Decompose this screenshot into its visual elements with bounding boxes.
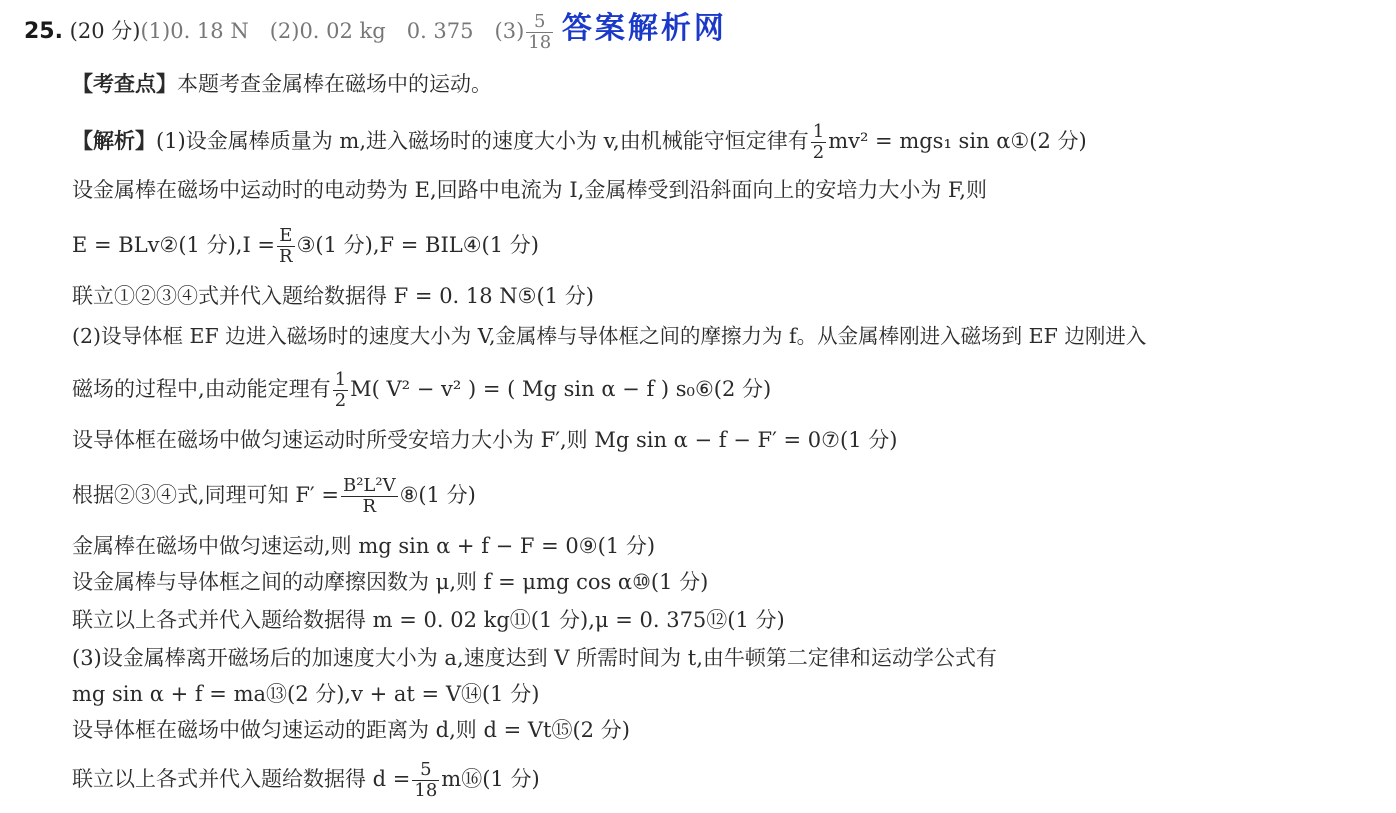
analysis-line-11: 联立以上各式并代入题给数据得 m = 0. 02 kg⑪(1 分),μ = 0. 375⑫(1 分): [72, 608, 785, 632]
analysis-line-4: 联立①②③④式并代入题给数据得 F = 0. 18 N⑤(1 分): [72, 284, 594, 308]
fraction-denominator: R: [362, 496, 377, 517]
analysis-line-15-a: 联立以上各式并代入题给数据得 d =: [72, 767, 411, 791]
fraction-half-1: [811, 122, 826, 163]
answer-fraction: [526, 12, 553, 53]
fraction-numerator: E: [277, 226, 295, 247]
exam-point: [72, 70, 492, 98]
fraction-denominator: R: [279, 246, 293, 267]
fraction-numerator: B²L²V: [342, 475, 396, 496]
analysis-line-3-a: E = BLv②(1 分),I =: [72, 233, 276, 257]
analysis-line-8-b: ⑧(1 分): [399, 483, 476, 507]
fraction-5-over-18: [412, 760, 439, 801]
fraction-numerator: 1: [812, 121, 825, 142]
analysis-line-6-a: 磁场的过程中,由动能定理有: [72, 377, 331, 401]
analysis-line-1-b: mv² = mgs₁ sin α①(2 分): [828, 129, 1087, 153]
exam-point-tag: 【考查点】: [72, 72, 177, 96]
analysis-line-3: [72, 226, 539, 267]
analysis-line-13: mg sin α + f = ma⑬(2 分),v + at = V⑭(1 分): [72, 682, 540, 706]
analysis-line-8-a: 根据②③④式,同理可知 F′ =: [72, 483, 339, 507]
fraction-e-over-r: [277, 226, 295, 267]
analysis-line-6-b: M( V² − v² ) = ( Mg sin α − f ) s₀⑥(2 分): [350, 377, 772, 401]
analysis-tag: 【解析】: [72, 129, 156, 153]
analysis-line-7: 设导体框在磁场中做匀速运动时所受安培力大小为 F′,则 Mg sin α − f − F′ = 0⑦(1 分): [72, 428, 898, 452]
fraction-numerator: 1: [334, 369, 347, 390]
analysis-line-12: (3)设金属棒离开磁场后的加速度大小为 a,速度达到 V 所需时间为 t,由牛顿第二定律和运动学公式有: [72, 646, 997, 670]
analysis-line-1-a: (1)设金属棒质量为 m,进入磁场时的速度大小为 v,由机械能守恒定律有: [156, 129, 809, 153]
fraction-denominator: 2: [812, 142, 825, 163]
fraction-denominator: 18: [414, 780, 438, 801]
watermark: 答案解析网: [561, 11, 727, 46]
analysis-line-15-b: m⑯(1 分): [441, 767, 540, 791]
exam-point-text: 本题考查金属棒在磁场中的运动。: [177, 72, 492, 96]
fraction-numerator: 5: [412, 760, 439, 781]
answer-summary: (1)0. 18 N (2)0. 02 kg 0. 375 (3): [140, 19, 525, 43]
analysis-line-10: 设金属棒与导体框之间的动摩擦因数为 μ,则 f = μmg cos α⑩(1 分): [72, 570, 709, 594]
analysis-line-1: [72, 122, 1087, 163]
analysis-line-8: [72, 476, 476, 517]
question-number: 25.: [24, 19, 63, 44]
analysis-line-15: [72, 760, 540, 801]
answer-fraction-denominator: 18: [528, 32, 552, 53]
fraction-half-2: [333, 370, 348, 411]
answer-fraction-numerator: 5: [526, 12, 553, 33]
answer-header: [24, 12, 727, 53]
fraction-denominator: 2: [334, 390, 347, 411]
analysis-line-2: 设金属棒在磁场中运动时的电动势为 E,回路中电流为 I,金属棒受到沿斜面向上的安培力大小为 F,则: [72, 178, 987, 202]
score: (20 分): [69, 19, 141, 43]
analysis-line-3-b: ③(1 分),F = BIL④(1 分): [296, 233, 539, 257]
analysis-line-6: [72, 370, 771, 411]
fraction-b2l2v-over-r: [341, 476, 398, 517]
analysis-line-9: 金属棒在磁场中做匀速运动,则 mg sin α + f − F = 0⑨(1 分): [72, 534, 656, 558]
analysis-line-5: (2)设导体框 EF 边进入磁场时的速度大小为 V,金属棒与导体框之间的摩擦力为 f。从金属棒刚进入磁场到 EF 边刚进入: [72, 324, 1147, 348]
analysis-line-14: 设导体框在磁场中做匀速运动的距离为 d,则 d = Vt⑮(2 分): [72, 718, 630, 742]
